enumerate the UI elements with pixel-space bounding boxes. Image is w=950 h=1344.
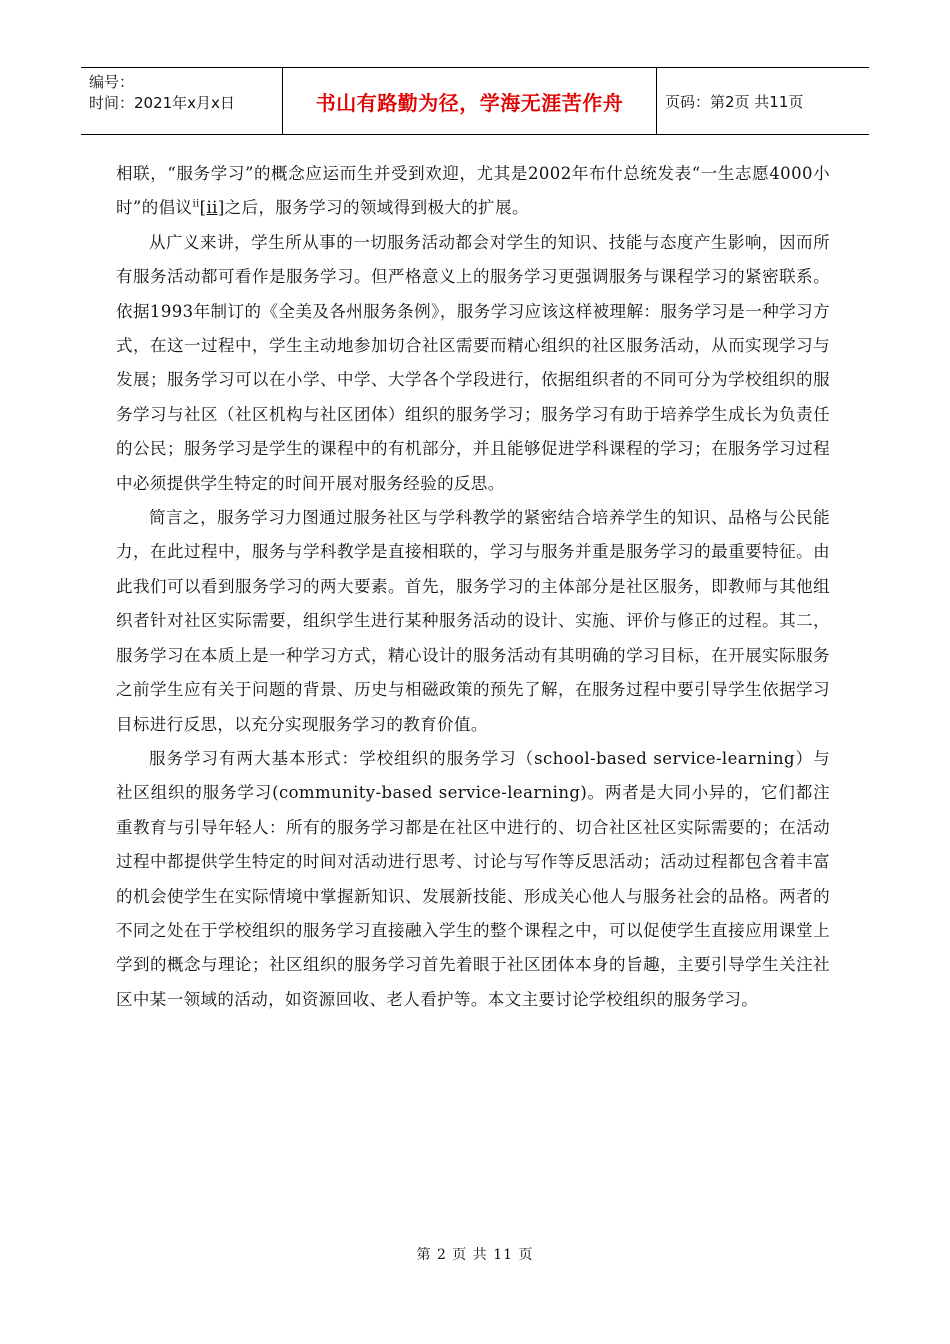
document-body: [116, 157, 830, 1017]
page-footer: 第 2 页 共 11 页: [416, 1247, 534, 1263]
paragraph-4: 服务学习有两大基本形式：学校组织的服务学习（school-based service-learning）与社区组织的服务学习(community-based service-learning)。两者是大同小异的，它们都注重教育与引导年轻人：所有的服务学习都是在社区中进行的、切合社区社区实际需要的；在活动过程中都提供学生特定的时间对活动进行思考、讨论与写作等反思活动；活动过程都包含着丰富的机会使学生在实际情境中掌握新知识、发展新技能、形成关心他人与服务社会的品格。两者的不同之处在于学校组织的服务学习直接融入学生的整个课程之中，可以促使学生直接应用课堂上学到的概念与理论；社区组织的服务学习首先着眼于社区团体本身的旨趣，主要引导学生关注社区中某一领域的活动，如资源回收、老人看护等。本文主要讨论学校组织的服务学习。: [116, 748, 830, 1009]
header-page-label: 页码：第2页 共11页: [665, 92, 804, 111]
footnote-superscript[interactable]: ii: [192, 198, 200, 210]
footnote-reference-link[interactable]: [ii]: [199, 198, 225, 218]
paragraph-1-text-end: 之后，服务学习的领域得到极大的扩展。: [224, 198, 529, 218]
paragraph-2: 从广义来讲，学生所从事的一切服务活动都会对学生的知识、技能与态度产生影响，因而所有服务活动都可看作是服务学习。但严格意义上的服务学习更强调服务与课程学习的紧密联系。依据1993年制订的《全美及各州服务条例》，服务学习应该这样被理解：服务学习是一种学习方式，在这一过程中，学生主动地参加切合社区需要而精心组织的社区服务活动，从而实现学习与发展；服务学习可以在小学、中学、大学各个学段进行，依据组织者的不同可分为学校组织的服务学习与社区（社区机构与社区团体）组织的服务学习；服务学习有助于培养学生成长为负责任的公民；服务学习是学生的课程中的有机部分，并且能够促进学科课程的学习；在服务学习过程中必须提供学生特定的时间开展对服务经验的反思。: [116, 232, 830, 493]
header-left-cell: [81, 68, 283, 134]
paragraph-3: 简言之，服务学习力图通过服务社区与学科教学的紧密结合培养学生的知识、品格与公民能力，在此过程中，服务与学科教学是直接相联的，学习与服务并重是服务学习的最重要特征。由此我们可以看到服务学习的两大要素。首先，服务学习的主体部分是社区服务，即教师与其他组织者针对社区实际需要，组织学生进行某种服务活动的设计、实施、评价与修正的过程。其二，服务学习在本质上是一种学习方式，精心设计的服务活动有其明确的学习目标，在开展实际服务之前学生应有关于问题的背景、历史与相磁政策的预先了解，在服务过程中要引导学生依据学习目标进行反思，以充分实现服务学习的教育价值。: [116, 508, 830, 734]
paragraph-1-text: 相联，“服务学习”的概念应运而生并受到欢迎，尤其是2002年布什总统发表“一生志愿4000小时”的倡议: [116, 164, 830, 218]
header-motto: 书山有路勤为径，学海无涯苦作舟: [283, 68, 657, 134]
document-header: [81, 67, 869, 135]
date-label: 时间：2021年x月x日: [89, 94, 235, 112]
serial-number-label: 编号：: [89, 73, 135, 91]
paragraph-1: [116, 157, 830, 226]
